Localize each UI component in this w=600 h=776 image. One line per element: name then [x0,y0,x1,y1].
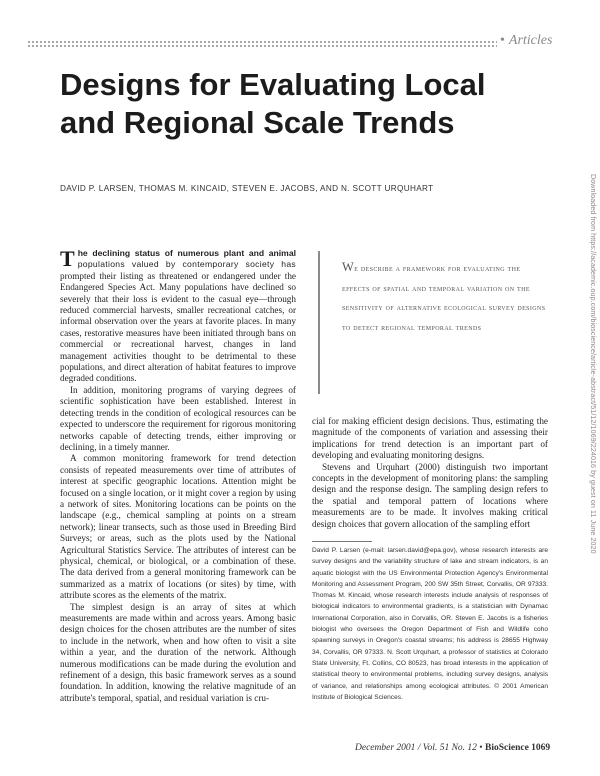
footer-bullet: • [476,743,485,753]
pull-quote [318,251,548,394]
footer-journal: BioScience [484,743,529,753]
bullet-glyph: • [500,33,505,48]
left-column [60,248,296,704]
body-paragraph: In addition, monitoring programs of varying degrees of scientific sophistication have been established. Interest in detecting trends in the condition of ecological resources can be expected to underscore the requirement for rigorous monitoring networks capable of detecting trends, either improving or declining, in a timely manner. [60,384,296,452]
pull-quote-initial: W [342,260,355,274]
author-bio: David P. Larsen (e-mail: larsen.david@epa.gov), whose research interests are survey designs and the variability structure of lake and stream indicators, is an aquatic biologist with the US Environmental Protection Agency's Environmental Monitoring and Assessment Program, 200 SW 35th Street, Corvallis, OR 97333. Thomas M. Kincaid, whose research interests include analysis of responses of biological indicators to environmental gradients, is a statistician with Dynamac International Corporation, also in Corvallis, OR. Steven E. Jacobs is a fisheries biologist who oversees the Oregon Department of Fish and Wildlife coho spawning surveys in Oregon's coastal streams; his address is 28655 Highway 34, Corvallis, OR 97333. N. Scott Urquhart, a professor of statistics at Colorado State University, Ft. Collins, CO 80523, has broad interests in the application of statistical theory to environmental problems, including survey designs, analysis of variance, and relationships among ecological attributes. © 2001 American Institute of Biological Sciences. [312,547,548,701]
body-paragraph: prompted their listing as threatened or endangered under the Endangered Species Act. Many populations have declined so severely that their loss is evident to the casual eye—through reduced commercial harvests, smaller recreational catches, or informal observation over the years at favorite places. In many cases, restorative measures have been initiated through bans on commercial or recreational harvest, changes in land management activities thought to be detrimental to these populations, and direct alteration of habitat features to improve degraded conditions. [60,270,296,384]
article-authors: DAVID P. LARSEN, THOMAS M. KINCAID, STEVEN E. JACOBS, AND N. SCOTT URQUHART [60,184,434,193]
body-paragraph: cial for making efficient design decisions. Thus, estimating the magnitude of the components of variation and assessing their implications for trend detection is an important part of developing and evaluating monitoring designs. [312,416,548,461]
download-watermark [589,174,597,674]
section-label [500,33,560,49]
lead-paragraph [60,248,296,385]
lead-bold-text: he declining status of numerous plant and animal [77,248,296,258]
article-title: Designs for Evaluating Local and Regional Scale Trends [60,67,486,140]
lead-sans-text: populations valued by contemporary society has [77,259,296,270]
download-watermark-text: Downloaded from https://academic.oup.com/bioscience/article-abstract/51/12/1069/224016 by guest on 11 June 2020 [589,174,597,554]
page-footer [355,743,555,753]
footer-page-number: 1069 [531,743,551,753]
header-dotted-rule [27,40,497,49]
body-paragraph: The simplest design is an array of sites at which measurements are made within and across years. Among basic design choices for the chosen attributes are the number of sites to include in the network, when and how often to visit a site within a year, and the duration of the network. Although numerous modifications can be made during the evolution and refinement of a design, this basic framework serves as a sound foundation. In addition, knowing the relative magnitude of an attribute's temporal, spatial, and residual variation is cru- [60,601,296,703]
right-column [312,416,548,530]
body-paragraph: A common monitoring framework for trend detection consists of repeated measurements over time of attributes of interest at specific geographic locations. Attention might be focused on a single location, or it might cover a region by using a network of sites. Monitoring locations can be points on the landscape (e.g., chemical sampling at points on a stream network); linear transects, such as those used in Breeding Bird Surveys; or areas, such as the plots used by the National Agricultural Statistics Service. The attributes of interest can be physical, chemical, or biological, or a combination of these. The data derived from a general monitoring framework can be summarized as a matrix of locations (or sites) by time, with attribute scores as the elements of the matrix. [60,453,296,601]
bio-divider [312,541,372,542]
body-paragraph: Stevens and Urquhart (2000) distinguish two important concepts in the development of monitoring plans: the sampling design and the response design. The sampling design refers to the spatial and temporal pattern of locations where measurements are to be made. It involves making critical design choices that govern allocation of the sampling effort [312,461,548,529]
footer-issue: December 2001 / Vol. 51 No. 12 [355,743,477,753]
section-label-text: Articles [508,33,553,48]
drop-cap: T [60,246,75,271]
pull-quote-text: e describe a framework for evaluating the effects of spatial and temporal variation on the sensitivity of alternative ecological survey designs to detect regional temporal trends [342,263,546,332]
